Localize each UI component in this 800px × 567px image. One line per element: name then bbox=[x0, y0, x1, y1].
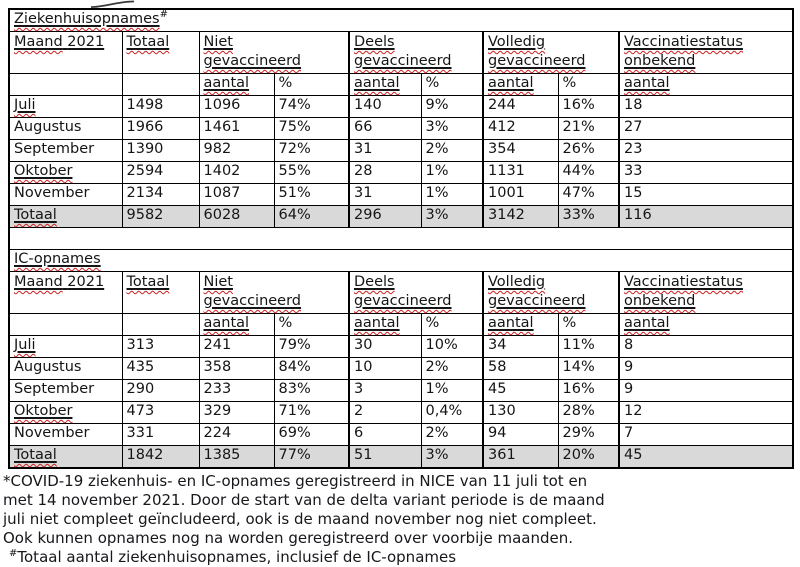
col-group-deels-gevaccineerd: Deels gevaccineerd bbox=[349, 32, 483, 74]
footnote-line-hash: #Totaal aantal ziekenhuisopnames, inclusief de IC-opnames bbox=[9, 548, 457, 566]
value-cell: 130 bbox=[483, 402, 558, 424]
value-cell: 23 bbox=[619, 140, 793, 162]
value-cell: 1087 bbox=[199, 184, 274, 206]
footnote-line: *COVID-19 ziekenhuis- en IC-opnames geregistreerd in NICE van 11 juli tot en bbox=[3, 472, 588, 490]
value-cell: 9% bbox=[421, 96, 483, 118]
col-header-maand-2021: Maand 2021 bbox=[9, 272, 122, 314]
empty-cell bbox=[9, 74, 122, 96]
value-cell: 2594 bbox=[122, 162, 199, 184]
value-cell: 29% bbox=[558, 424, 619, 446]
subcol-aantal: aantal bbox=[619, 74, 793, 96]
value-cell: 1096 bbox=[199, 96, 274, 118]
month-cell: Oktober bbox=[9, 162, 122, 184]
value-cell: 44% bbox=[558, 162, 619, 184]
value-cell: 354 bbox=[483, 140, 558, 162]
empty-cell bbox=[122, 74, 199, 96]
value-cell: 140 bbox=[349, 96, 421, 118]
value-cell: 21% bbox=[558, 118, 619, 140]
value-cell: 1385 bbox=[199, 446, 274, 469]
value-cell: 55% bbox=[274, 162, 349, 184]
value-cell: 15 bbox=[619, 184, 793, 206]
value-cell: 1% bbox=[421, 162, 483, 184]
table-title-ziekenhuisopnames bbox=[9, 9, 793, 32]
data-row-november bbox=[9, 424, 793, 446]
data-row-augustus bbox=[9, 358, 793, 380]
empty-cell bbox=[9, 228, 793, 250]
value-cell: 51% bbox=[274, 184, 349, 206]
month-cell: September bbox=[9, 140, 122, 162]
totals-label-cell: Totaal bbox=[9, 206, 122, 228]
value-cell: 10% bbox=[421, 336, 483, 358]
value-cell: 2% bbox=[421, 424, 483, 446]
spacer-row bbox=[9, 228, 793, 250]
footnote-line: Ook kunnen opnames nog na worden geregistreerd over voorbije maanden. bbox=[3, 529, 574, 547]
month-cell: November bbox=[9, 184, 122, 206]
subcol-pct: % bbox=[558, 314, 619, 336]
col-header-totaal: Totaal bbox=[122, 32, 199, 74]
value-cell: 9 bbox=[619, 380, 793, 402]
value-cell: 14% bbox=[558, 358, 619, 380]
value-cell: 3% bbox=[421, 118, 483, 140]
subcol-aantal: aantal bbox=[619, 314, 793, 336]
subcol-aantal: aantal bbox=[483, 314, 558, 336]
empty-cell bbox=[9, 314, 122, 336]
value-cell: 33 bbox=[619, 162, 793, 184]
col-header-totaal: Totaal bbox=[122, 272, 199, 314]
month-cell: September bbox=[9, 380, 122, 402]
value-cell: 45 bbox=[483, 380, 558, 402]
value-cell: 224 bbox=[199, 424, 274, 446]
value-cell: 27 bbox=[619, 118, 793, 140]
value-cell: 77% bbox=[274, 446, 349, 469]
value-cell: 7 bbox=[619, 424, 793, 446]
value-cell: 75% bbox=[274, 118, 349, 140]
document-body bbox=[3, 8, 792, 567]
data-row-september bbox=[9, 380, 793, 402]
value-cell: 313 bbox=[122, 336, 199, 358]
value-cell: 361 bbox=[483, 446, 558, 469]
value-cell: 45 bbox=[619, 446, 793, 469]
title-superscript-hash: # bbox=[159, 9, 168, 21]
data-row-september bbox=[9, 140, 793, 162]
value-cell: 51 bbox=[349, 446, 421, 469]
value-cell: 74% bbox=[274, 96, 349, 118]
subcol-pct: % bbox=[421, 314, 483, 336]
value-cell: 3% bbox=[421, 206, 483, 228]
table-title-row-ic-opnames bbox=[9, 250, 793, 272]
value-cell: 329 bbox=[199, 402, 274, 424]
table-title-text: IC-opnames bbox=[14, 251, 101, 267]
col-header-vaccinatiestatus-onbekend: Vaccinatiestatus onbekend bbox=[619, 272, 793, 314]
col-header-vaccinatiestatus-onbekend: Vaccinatiestatus onbekend bbox=[619, 32, 793, 74]
value-cell: 8 bbox=[619, 336, 793, 358]
value-cell: 296 bbox=[349, 206, 421, 228]
data-row-juli bbox=[9, 96, 793, 118]
value-cell: 1498 bbox=[122, 96, 199, 118]
value-cell: 72% bbox=[274, 140, 349, 162]
value-cell: 31 bbox=[349, 140, 421, 162]
value-cell: 982 bbox=[199, 140, 274, 162]
value-cell: 412 bbox=[483, 118, 558, 140]
month-cell: Augustus bbox=[9, 358, 122, 380]
value-cell: 16% bbox=[558, 96, 619, 118]
subcol-aantal: aantal bbox=[349, 74, 421, 96]
subcol-aantal: aantal bbox=[349, 314, 421, 336]
data-row-oktober bbox=[9, 162, 793, 184]
data-row-oktober bbox=[9, 402, 793, 424]
footnote-line: met 14 november 2021. Door de start van de delta variant periode is de maand bbox=[3, 491, 605, 509]
subcol-aantal: aantal bbox=[199, 74, 274, 96]
value-cell: 3 bbox=[349, 380, 421, 402]
value-cell: 6 bbox=[349, 424, 421, 446]
data-row-november bbox=[9, 184, 793, 206]
value-cell: 1402 bbox=[199, 162, 274, 184]
value-cell: 1966 bbox=[122, 118, 199, 140]
value-cell: 1842 bbox=[122, 446, 199, 469]
value-cell: 1390 bbox=[122, 140, 199, 162]
subcol-aantal: aantal bbox=[199, 314, 274, 336]
value-cell: 1461 bbox=[199, 118, 274, 140]
value-cell: 6028 bbox=[199, 206, 274, 228]
month-cell: Augustus bbox=[9, 118, 122, 140]
value-cell: 84% bbox=[274, 358, 349, 380]
footnote-line: juli niet compleet geïncludeerd, ook is de maand november nog niet compleet. bbox=[3, 510, 597, 528]
table-title-ic-opnames bbox=[9, 250, 793, 272]
value-cell: 69% bbox=[274, 424, 349, 446]
data-row-juli bbox=[9, 336, 793, 358]
col-group-niet-gevaccineerd: Niet gevaccineerd bbox=[199, 32, 349, 74]
subcol-pct: % bbox=[421, 74, 483, 96]
month-cell: Juli bbox=[9, 96, 122, 118]
vaccination-status-tables bbox=[8, 8, 794, 469]
empty-cell bbox=[122, 314, 199, 336]
value-cell: 3142 bbox=[483, 206, 558, 228]
value-cell: 11% bbox=[558, 336, 619, 358]
value-cell: 20% bbox=[558, 446, 619, 469]
value-cell: 28 bbox=[349, 162, 421, 184]
value-cell: 34 bbox=[483, 336, 558, 358]
value-cell: 1% bbox=[421, 380, 483, 402]
col-group-niet-gevaccineerd: Niet gevaccineerd bbox=[199, 272, 349, 314]
subcol-pct: % bbox=[274, 74, 349, 96]
value-cell: 473 bbox=[122, 402, 199, 424]
cropped-text-artifact bbox=[90, 0, 136, 8]
value-cell: 2134 bbox=[122, 184, 199, 206]
column-header-row bbox=[9, 32, 793, 74]
value-cell: 116 bbox=[619, 206, 793, 228]
sub-header-row bbox=[9, 314, 793, 336]
value-cell: 2% bbox=[421, 358, 483, 380]
value-cell: 9 bbox=[619, 358, 793, 380]
value-cell: 244 bbox=[483, 96, 558, 118]
subcol-pct: % bbox=[274, 314, 349, 336]
value-cell: 94 bbox=[483, 424, 558, 446]
value-cell: 26% bbox=[558, 140, 619, 162]
column-header-row bbox=[9, 272, 793, 314]
data-row-augustus bbox=[9, 118, 793, 140]
value-cell: 66 bbox=[349, 118, 421, 140]
value-cell: 79% bbox=[274, 336, 349, 358]
value-cell: 28% bbox=[558, 402, 619, 424]
value-cell: 290 bbox=[122, 380, 199, 402]
subcol-aantal: aantal bbox=[483, 74, 558, 96]
value-cell: 2% bbox=[421, 140, 483, 162]
footnotes bbox=[3, 472, 792, 567]
value-cell: 12 bbox=[619, 402, 793, 424]
value-cell: 0,4% bbox=[421, 402, 483, 424]
value-cell: 241 bbox=[199, 336, 274, 358]
value-cell: 1% bbox=[421, 184, 483, 206]
value-cell: 435 bbox=[122, 358, 199, 380]
value-cell: 83% bbox=[274, 380, 349, 402]
value-cell: 1001 bbox=[483, 184, 558, 206]
value-cell: 58 bbox=[483, 358, 558, 380]
value-cell: 331 bbox=[122, 424, 199, 446]
col-group-deels-gevaccineerd: Deels gevaccineerd bbox=[349, 272, 483, 314]
month-cell: Juli bbox=[9, 336, 122, 358]
table-title-row-ziekenhuisopnames bbox=[9, 9, 793, 32]
value-cell: 18 bbox=[619, 96, 793, 118]
value-cell: 10 bbox=[349, 358, 421, 380]
value-cell: 2 bbox=[349, 402, 421, 424]
value-cell: 47% bbox=[558, 184, 619, 206]
value-cell: 71% bbox=[274, 402, 349, 424]
value-cell: 358 bbox=[199, 358, 274, 380]
value-cell: 233 bbox=[199, 380, 274, 402]
totals-row bbox=[9, 206, 793, 228]
table-title-text: Ziekenhuisopnames bbox=[14, 11, 160, 27]
value-cell: 3% bbox=[421, 446, 483, 469]
value-cell: 30 bbox=[349, 336, 421, 358]
subcol-pct: % bbox=[558, 74, 619, 96]
col-group-volledig-gevaccineerd: Volledig gevaccineerd bbox=[483, 32, 619, 74]
hash-superscript: # bbox=[9, 548, 18, 559]
col-group-volledig-gevaccineerd: Volledig gevaccineerd bbox=[483, 272, 619, 314]
value-cell: 33% bbox=[558, 206, 619, 228]
value-cell: 9582 bbox=[122, 206, 199, 228]
month-cell: Oktober bbox=[9, 402, 122, 424]
value-cell: 64% bbox=[274, 206, 349, 228]
value-cell: 16% bbox=[558, 380, 619, 402]
totals-label-cell: Totaal bbox=[9, 446, 122, 469]
totals-row bbox=[9, 446, 793, 469]
month-cell: November bbox=[9, 424, 122, 446]
value-cell: 31 bbox=[349, 184, 421, 206]
sub-header-row bbox=[9, 74, 793, 96]
value-cell: 1131 bbox=[483, 162, 558, 184]
col-header-maand-2021: Maand 2021 bbox=[9, 32, 122, 74]
